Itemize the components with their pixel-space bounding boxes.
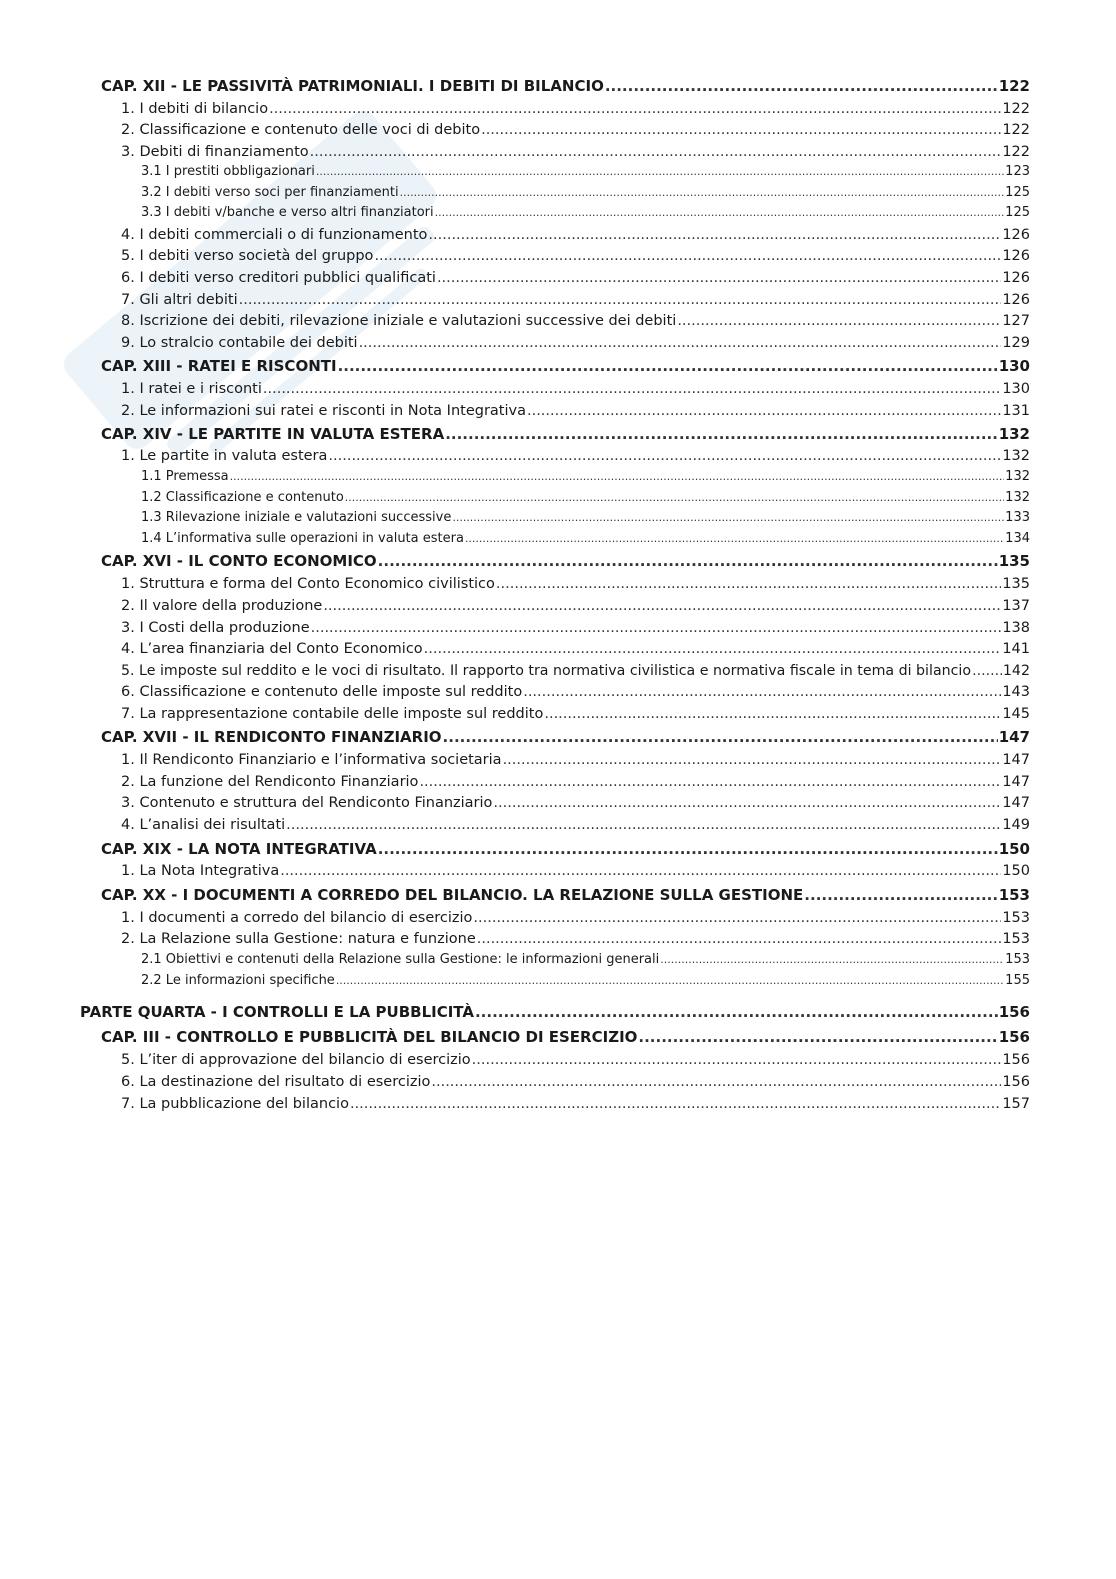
toc-entry-section[interactable] [121, 619, 1030, 637]
toc-entry-title: 5. I debiti verso società del gruppo [121, 248, 374, 264]
toc-entry-title: 2. La Relazione sulla Gestione: natura e funzione [121, 931, 476, 947]
toc-entry-title: 1.1 Premessa [141, 469, 229, 484]
toc-entry-page: 133 [1005, 510, 1030, 525]
toc-entry-subsection[interactable] [141, 204, 1030, 222]
toc-entry-section[interactable] [121, 1073, 1030, 1091]
toc-entry-subsection[interactable] [141, 951, 1030, 969]
toc-entry-chapter[interactable] [101, 886, 1030, 904]
toc-entry-title: 2. Le informazioni sui ratei e risconti in Nota Integrativa [121, 403, 526, 419]
toc-entry-page: 137 [1002, 598, 1030, 614]
toc-entry-section[interactable] [121, 334, 1030, 352]
toc-entry-title: 3. Debiti di finanziamento [121, 144, 309, 160]
toc-entry-chapter[interactable] [101, 552, 1030, 570]
toc-entry-section[interactable] [121, 909, 1030, 927]
toc-entry-title: CAP. XX - I DOCUMENTI A CORREDO DEL BILANCIO. LA RELAZIONE SULLA GESTIONE [101, 886, 804, 904]
toc-entry-page: 131 [1002, 403, 1030, 419]
toc-entry-page: 153 [1002, 931, 1030, 947]
toc-entry-chapter[interactable] [101, 357, 1030, 375]
toc-entry-title: 3. Contenuto e struttura del Rendiconto Finanziario [121, 795, 493, 811]
toc-entry-title: 2.1 Obiettivi e contenuti della Relazione sulla Gestione: le informazioni generali [141, 952, 660, 967]
toc-entry-page: 132 [1005, 469, 1030, 484]
toc-entry-subsection[interactable] [141, 972, 1030, 990]
toc-entry-section[interactable] [121, 447, 1030, 465]
toc-entry-section[interactable] [121, 862, 1030, 880]
toc-entry-section[interactable] [121, 705, 1030, 723]
toc-entry-section[interactable] [121, 575, 1030, 593]
toc-entry-section[interactable] [121, 794, 1030, 812]
toc-entry-subsection[interactable] [141, 163, 1030, 181]
toc-entry-chapter[interactable] [101, 1028, 1030, 1046]
toc-leader-dots [350, 1095, 1001, 1113]
toc-leader-dots [435, 204, 1005, 222]
toc-entry-title: CAP. XIX - LA NOTA INTEGRATIVA [101, 840, 377, 858]
toc-leader-dots [359, 334, 1002, 352]
toc-entry-page: 147 [1002, 795, 1030, 811]
toc-entry-section[interactable] [121, 1095, 1030, 1113]
toc-entry-title: 8. Iscrizione dei debiti, rilevazione iniziale e valutazioni successive dei debiti [121, 313, 677, 329]
toc-leader-dots [400, 184, 1005, 202]
toc-entry-section[interactable] [121, 100, 1030, 118]
toc-leader-dots [280, 862, 1001, 880]
toc-entry-title: 1. I documenti a corredo del bilancio di esercizio [121, 910, 473, 926]
toc-entry-chapter[interactable] [101, 728, 1030, 746]
toc-entry-page: 129 [1002, 335, 1030, 351]
toc-entry-page: 147 [1002, 774, 1030, 790]
toc-leader-dots [424, 640, 1002, 658]
toc-entry-page: 153 [1005, 952, 1030, 967]
toc-leader-dots [465, 530, 1004, 548]
toc-entry-title: 2. Il valore della produzione [121, 598, 323, 614]
toc-entry-section[interactable] [121, 1051, 1030, 1069]
toc-entry-section[interactable] [121, 269, 1030, 287]
toc-entry-title: CAP. XII - LE PASSIVITÀ PATRIMONIALI. I DEBITI DI BILANCIO [101, 77, 604, 95]
toc-leader-dots [286, 816, 1001, 834]
toc-entry-title: 3.3 I debiti v/banche e verso altri finanziatori [141, 205, 434, 220]
toc-entry-title: 7. La rappresentazione contabile delle imposte sul reddito [121, 706, 544, 722]
toc-leader-dots [677, 312, 1001, 330]
toc-leader-dots [239, 291, 1002, 309]
toc-entry-page: 147 [1002, 752, 1030, 768]
toc-entry-page: 156 [1002, 1052, 1030, 1068]
toc-entry-title: 2. La funzione del Rendiconto Finanziario [121, 774, 419, 790]
toc-entry-section[interactable] [121, 291, 1030, 309]
toc-entry-section[interactable] [121, 751, 1030, 769]
toc-entry-page: 130 [998, 357, 1030, 375]
toc-entry-page: 153 [998, 886, 1030, 904]
toc-entry-page: 122 [998, 77, 1030, 95]
toc-leader-dots [428, 226, 1001, 244]
toc-leader-dots [323, 597, 1001, 615]
toc-entry-title: 3.2 I debiti verso soci per finanziamenti [141, 185, 399, 200]
toc-entry-title: 6. I debiti verso creditori pubblici qualificati [121, 270, 436, 286]
toc-leader-dots [269, 100, 1001, 118]
toc-entry-page: 138 [1002, 620, 1030, 636]
toc-entry-section[interactable] [121, 683, 1030, 701]
toc-entry-page: 156 [998, 1028, 1030, 1046]
toc-leader-dots [328, 447, 1001, 465]
toc-entry-title: 2. Classificazione e contenuto delle voci di debito [121, 122, 481, 138]
toc-entry-page: 132 [1002, 448, 1030, 464]
toc-entry-page: 126 [1002, 292, 1030, 308]
toc-entry-title: CAP. XIV - LE PARTITE IN VALUTA ESTERA [101, 425, 445, 443]
toc-entry-section[interactable] [121, 121, 1030, 139]
toc-entry-section[interactable] [121, 143, 1030, 161]
toc-entry-page: 126 [1002, 270, 1030, 286]
toc-leader-dots [452, 509, 1004, 527]
toc-entry-chapter[interactable] [101, 77, 1030, 95]
toc-leader-dots [345, 489, 1004, 507]
toc-entry-section[interactable] [121, 312, 1030, 330]
toc-entry-page: 145 [1002, 706, 1030, 722]
toc-leader-dots [972, 662, 1002, 680]
toc-entry-title: 4. L’analisi dei risultati [121, 817, 286, 833]
toc-leader-dots [481, 121, 1001, 139]
toc-entry-subsection[interactable] [141, 468, 1030, 486]
toc-entry-title: 6. Classificazione e contenuto delle imposte sul reddito [121, 684, 523, 700]
toc-entry-page: 134 [1005, 531, 1030, 546]
toc-entry-title: 5. Le imposte sul reddito e le voci di risultato. Il rapporto tra normativa civilistica e normativa fiscale in tema di bilancio [121, 663, 972, 679]
toc-entry-page: 141 [1002, 641, 1030, 657]
toc-entry-title: CAP. XVI - IL CONTO ECONOMICO [101, 552, 377, 570]
toc-entry-section[interactable] [121, 597, 1030, 615]
toc-entry-page: 155 [1005, 973, 1030, 988]
toc-entry-title: 1. Le partite in valuta estera [121, 448, 328, 464]
toc-leader-dots [544, 705, 1001, 723]
toc-entry-page: 127 [1002, 313, 1030, 329]
toc-entry-page: 150 [1002, 863, 1030, 879]
toc-entry-section[interactable] [121, 380, 1030, 398]
toc-entry-section[interactable] [121, 930, 1030, 948]
toc-leader-dots [431, 1073, 1001, 1091]
toc-entry-title: 3.1 I prestiti obbligazionari [141, 164, 315, 179]
toc-leader-dots [472, 1051, 1002, 1069]
toc-entry-title: 2.2 Le informazioni specifiche [141, 973, 335, 988]
toc-leader-dots [378, 840, 998, 858]
toc-entry-title: 1. I ratei e i risconti [121, 381, 262, 397]
toc-entry-title: 6. La destinazione del risultato di esercizio [121, 1074, 431, 1090]
toc-entry-title: 1. La Nota Integrativa [121, 863, 280, 879]
toc-leader-dots [338, 357, 998, 375]
toc-leader-dots [473, 909, 1001, 927]
toc-entry-page: 125 [1005, 185, 1030, 200]
toc-entry-title: 7. Gli altri debiti [121, 292, 238, 308]
toc-entry-page: 153 [1002, 910, 1030, 926]
toc-entry-page: 132 [1005, 490, 1030, 505]
toc-entry-page: 122 [1002, 144, 1030, 160]
toc-entry-title: 3. I Costi della produzione [121, 620, 310, 636]
toc-entry-subsection[interactable] [141, 184, 1030, 202]
toc-entry-title: PARTE QUARTA - I CONTROLLI E LA PUBBLICITÀ [80, 1003, 474, 1021]
toc-entry-title: 1.4 L’informativa sulle operazioni in valuta estera [141, 531, 464, 546]
toc-entry-title: 4. L’area finanziaria del Conto Economico [121, 641, 423, 657]
toc-entry-page: 143 [1002, 684, 1030, 700]
toc-leader-dots [437, 269, 1001, 287]
toc-entry-section[interactable] [121, 662, 1030, 680]
toc-entry-page: 156 [998, 1003, 1030, 1021]
toc-entry-page: 147 [998, 728, 1030, 746]
toc-leader-dots [336, 972, 1004, 990]
toc-leader-dots [804, 886, 997, 904]
toc-entry-section[interactable] [121, 816, 1030, 834]
toc-entry-section[interactable] [121, 226, 1030, 244]
toc-entry-page: 132 [998, 425, 1030, 443]
toc-entry-page: 135 [998, 552, 1030, 570]
toc-entry-section[interactable] [121, 640, 1030, 658]
toc-leader-dots [503, 751, 1002, 769]
toc-leader-dots [638, 1028, 997, 1046]
toc-leader-dots [477, 930, 1002, 948]
toc-entry-title: 1.3 Rilevazione iniziale e valutazioni successive [141, 510, 452, 525]
toc-entry-page: 157 [1002, 1096, 1030, 1112]
toc-entry-title: CAP. XIII - RATEI E RISCONTI [101, 357, 337, 375]
toc-leader-dots [316, 163, 1004, 181]
toc-leader-dots [374, 247, 1001, 265]
toc-entry-title: 1.2 Classificazione e contenuto [141, 490, 344, 505]
toc-entry-title: 7. La pubblicazione del bilancio [121, 1096, 349, 1112]
toc-entry-title: 4. I debiti commerciali o di funzionamento [121, 227, 428, 243]
toc-leader-dots [311, 619, 1002, 637]
toc-leader-dots [419, 773, 1001, 791]
toc-leader-dots [445, 425, 997, 443]
toc-entry-page: 126 [1002, 248, 1030, 264]
toc-entry-page: 123 [1005, 164, 1030, 179]
toc-entry-page: 126 [1002, 227, 1030, 243]
toc-leader-dots [443, 728, 998, 746]
toc-entry-page: 156 [1002, 1074, 1030, 1090]
toc-entry-page: 150 [998, 840, 1030, 858]
toc-entry-title: 1. I debiti di bilancio [121, 101, 269, 117]
toc-leader-dots [378, 552, 998, 570]
toc-entry-chapter[interactable] [101, 425, 1030, 443]
toc-leader-dots [263, 380, 1001, 398]
toc-entry-section[interactable] [121, 247, 1030, 265]
toc-entry-page: 135 [1002, 576, 1030, 592]
toc-entry-page: 149 [1002, 817, 1030, 833]
toc-entry-subsection[interactable] [141, 489, 1030, 507]
toc-leader-dots [660, 951, 1004, 969]
toc-entry-title: 9. Lo stralcio contabile dei debiti [121, 335, 358, 351]
toc-entry-subsection[interactable] [141, 509, 1030, 527]
toc-leader-dots [527, 402, 1001, 420]
toc-entry-section[interactable] [121, 402, 1030, 420]
toc-entry-subsection[interactable] [141, 530, 1030, 548]
toc-entry-page: 122 [1002, 122, 1030, 138]
toc-entry-page: 122 [1002, 101, 1030, 117]
toc-leader-dots [496, 575, 1001, 593]
toc-entry-page: 125 [1005, 205, 1030, 220]
toc-leader-dots [493, 794, 1001, 812]
toc-entry-title: 1. Il Rendiconto Finanziario e l’informativa societaria [121, 752, 502, 768]
toc-entry-page: 130 [1002, 381, 1030, 397]
toc-leader-dots [310, 143, 1002, 161]
toc-entry-title: 1. Struttura e forma del Conto Economico civilistico [121, 576, 495, 592]
toc-leader-dots [605, 77, 998, 95]
toc-entry-section[interactable] [121, 773, 1030, 791]
toc-entry-page: 142 [1002, 663, 1030, 679]
toc-entry-title: CAP. XVII - IL RENDICONTO FINANZIARIO [101, 728, 442, 746]
toc-entry-title: CAP. III - CONTROLLO E PUBBLICITÀ DEL BILANCIO DI ESERCIZIO [101, 1028, 638, 1046]
toc-entry-chapter[interactable] [101, 840, 1030, 858]
toc-leader-dots [230, 468, 1005, 486]
toc-entry-part[interactable] [80, 1003, 1030, 1021]
toc-leader-dots [523, 683, 1001, 701]
toc-entry-title: 5. L’iter di approvazione del bilancio di esercizio [121, 1052, 471, 1068]
toc-leader-dots [475, 1003, 998, 1021]
